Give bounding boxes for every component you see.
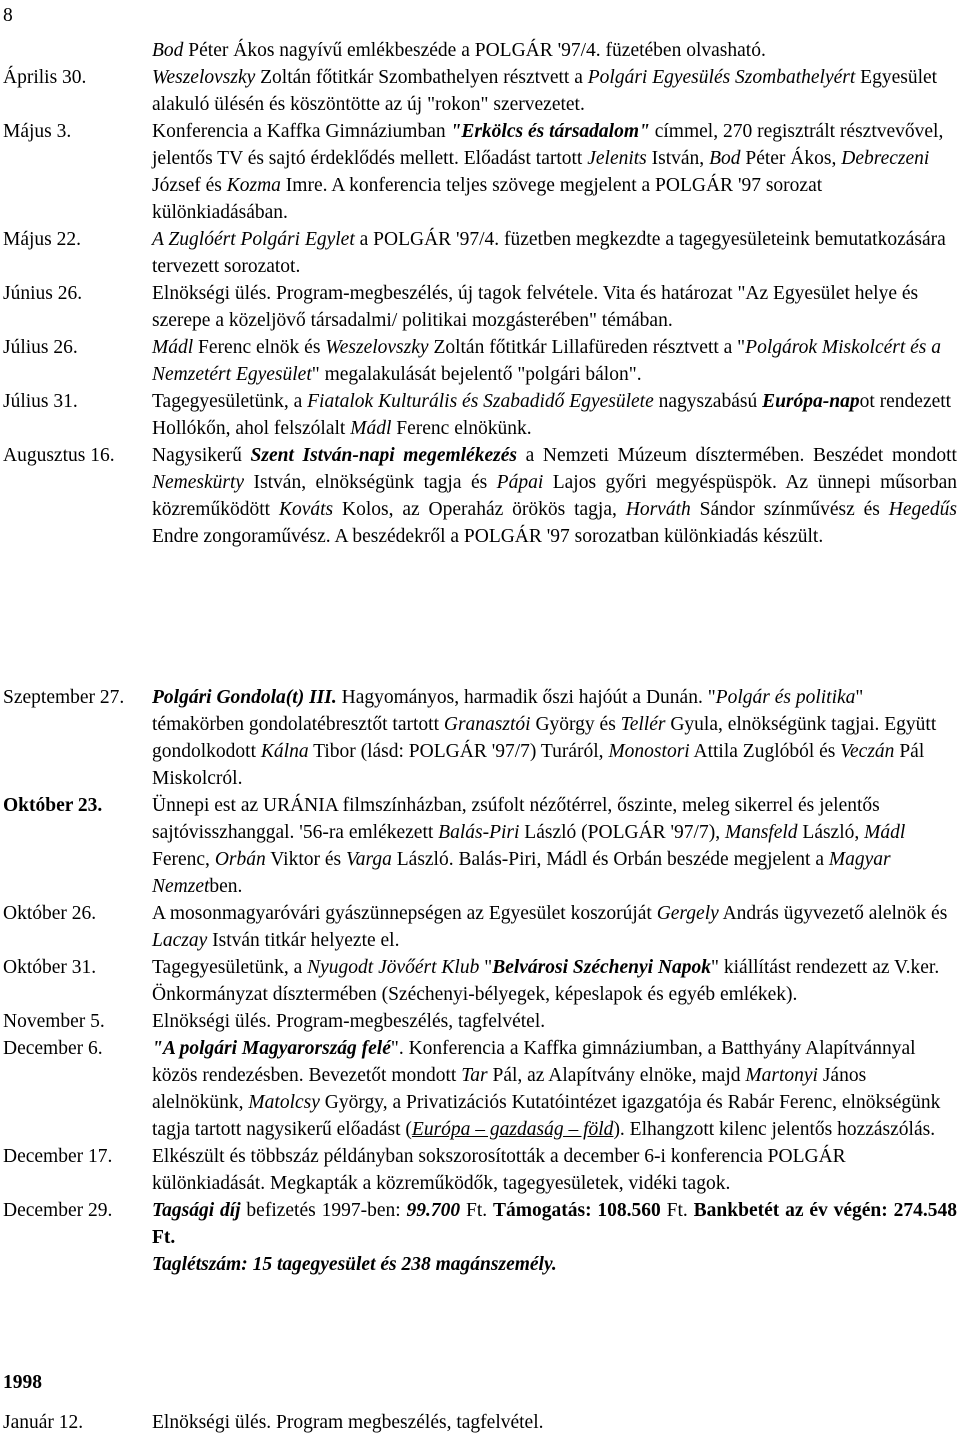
emphasized-text: Martonyi: [745, 1065, 818, 1086]
emphasized-text: Pápai: [496, 472, 544, 493]
emphasized-text: Mádl: [864, 822, 906, 843]
chronology-entry: [0, 1035, 960, 1143]
entry-text: nagyszabású: [653, 391, 763, 412]
emphasized-text: 99.700: [406, 1200, 461, 1221]
entry-description: [152, 1008, 960, 1035]
emphasized-text: Jelenits: [587, 148, 647, 169]
entry-description: [152, 1197, 960, 1278]
entry-text: György és: [530, 714, 621, 735]
entry-text: Endre zongoraművész. A beszédekről a POLGÁR '97 sorozatban különkiadás készült.: [152, 526, 824, 547]
emphasized-text: Hegedűs: [888, 499, 958, 520]
entry-text: László (POLGÁR '97/7),: [519, 822, 725, 843]
emphasized-text: Fiatalok Kulturális és Szabadidő Egyesülete: [307, 391, 654, 412]
entry-description: [152, 442, 960, 550]
entry-text: Ft.: [460, 1200, 493, 1221]
entry-text: Ünnepi est az URÁNIA filmszínházban, zsúfolt nézőtérrel, őszinte, meleg sikerrel és jelentős sajtóvisszhanggal. '56-ra emlékezett: [152, 795, 880, 843]
emphasized-text: Mádl: [152, 337, 194, 358]
entry-description: [152, 1035, 960, 1143]
entry-description: [152, 226, 960, 280]
entry-text: Kolos, az Operaház örökös tagja,: [333, 499, 626, 520]
chronology-entry: [0, 900, 960, 954]
emphasized-text: Granasztói: [443, 714, 531, 735]
entry-text: Hagyományos, harmadik őszi hajóút a Dunán. ": [336, 687, 716, 708]
emphasized-text: Kozma: [226, 175, 281, 196]
emphasized-text: Bod: [709, 148, 741, 169]
entry-text: István, elnökségünk tagja és: [244, 472, 497, 493]
chronology-entry: [0, 64, 960, 118]
entry-text: Elnökségi ülés. Program-megbeszélés, új tagok felvétele. Vita és határozat "Az Egyesület helye és szerepe a közeljövő társadalmi/ politikai mozgásterében" témában.: [152, 283, 919, 331]
entry-description: [152, 388, 960, 442]
emphasized-text: Polgár és politika: [715, 687, 856, 708]
entry-text: Viktor és: [265, 849, 346, 870]
entry-text: Pál Miskolcról.: [152, 741, 925, 789]
emphasized-text: Európa-nap: [762, 391, 860, 412]
emphasized-text: Polgárok Miskolcért és a Nemzetért Egyesület: [152, 337, 942, 385]
emphasized-text: "A polgári Magyarország felé: [152, 1038, 391, 1059]
chronology-entry: [0, 442, 960, 550]
entry-text: József és: [152, 175, 227, 196]
entry-text: Nagysikerű: [152, 445, 251, 466]
chronology-entry: [0, 1197, 960, 1278]
entry-text: Sándor színművész és: [690, 499, 889, 520]
entry-text: ot rendezett Hollókőn, ahol felszólalt: [152, 391, 952, 439]
emphasized-text: Orbán: [214, 849, 266, 870]
emphasized-text: "Erkölcs és társadalom": [450, 121, 650, 142]
chronology-list-1998: [0, 1409, 960, 1436]
entry-text: ). Elhangzott kilenc jelentős hozzászólás.: [613, 1119, 936, 1140]
chronology-entry: [0, 954, 960, 1008]
emphasized-text: Európa – gazdaság – föld: [411, 1119, 614, 1140]
entry-text: ": [479, 957, 493, 978]
entry-description: [152, 900, 960, 954]
chronology-list-1997-autumn: [0, 684, 960, 1278]
entry-text: a Nemzeti Múzeum dísztermében. Beszédet mondott: [516, 445, 957, 466]
emphasized-text: Tellér: [620, 714, 666, 735]
entry-date: Július 31.: [3, 391, 78, 412]
entry-text: Gyula, elnökségünk tagjai. Együtt gondolkodott: [152, 714, 937, 762]
entry-description: [152, 1143, 960, 1197]
entry-text: László. Balás-Piri, Mádl és Orbán beszéde megjelent a: [391, 849, 829, 870]
entry-text: Elnökségi ülés. Program megbeszélés, tagfelvétel.: [152, 1412, 544, 1433]
entry-description: [152, 684, 960, 792]
entry-date: November 5.: [3, 1011, 105, 1032]
emphasized-text: Nyugodt Jövőért Klub: [307, 957, 480, 978]
emphasized-text: Tagsági díj: [152, 1200, 241, 1221]
emphasized-text: Weszelovszky: [325, 337, 429, 358]
emphasized-text: Szent István-napi megemlékezés: [250, 445, 517, 466]
emphasized-text: Bankbetét az év végén: 274.548 Ft.: [152, 1200, 958, 1248]
entry-text: Péter Ákos nagyívű emlékbeszéde a POLGÁR '97/4. füzetében olvasható.: [183, 40, 766, 61]
entry-description: [152, 334, 960, 388]
entry-text: János alelnökünk,: [152, 1065, 867, 1113]
entry-description: [152, 954, 960, 1008]
entry-text: Imre. A konferencia teljes szövege megjelent a POLGÁR '97 sorozat különkiadásában.: [152, 175, 823, 223]
entry-text: Attila Zuglóból és: [689, 741, 841, 762]
entry-description: [152, 1409, 960, 1436]
emphasized-text: Támogatás: 108.560: [492, 1200, 661, 1221]
entry-date: Augusztus 16.: [3, 445, 115, 466]
emphasized-text: Laczay: [152, 930, 208, 951]
emphasized-text: Kálna: [260, 741, 309, 762]
entry-text: Tagegyesületünk, a: [152, 957, 308, 978]
emphasized-text: Tar: [461, 1065, 488, 1086]
entry-date: [0, 37, 152, 64]
entry-date: December 6.: [3, 1038, 103, 1059]
emphasized-text: Polgári Gondola(t) III.: [152, 687, 337, 708]
entry-text: István titkár helyezte el.: [207, 930, 400, 951]
entry-text: Péter Ákos,: [740, 148, 842, 169]
entry-date: Január 12.: [3, 1412, 84, 1433]
emphasized-text: Mádl: [350, 418, 392, 439]
entry-date: December 29.: [3, 1200, 113, 1221]
entry-text: ben.: [209, 876, 243, 897]
chronology-entry: [0, 334, 960, 388]
entry-text: György, a Privatizációs Kutatóintézet igazgatója és Rabár Ferenc, elnökségünk tagja tartott nagysikerű előadást (: [152, 1092, 941, 1140]
entry-text: a POLGÁR '97/4. füzetben megkezdte a tagegyesületeink bemutatkozására tervezett sorozatot.: [152, 229, 946, 277]
emphasized-text: Debreczeni: [841, 148, 930, 169]
emphasized-text: Bod: [152, 40, 184, 61]
chronology-entry: [0, 1409, 960, 1436]
entry-date: Október 23.: [3, 795, 103, 816]
chronology-entry: [0, 388, 960, 442]
emphasized-text: Kováts: [278, 499, 334, 520]
chronology-entry: [0, 792, 960, 900]
entry-description: [152, 118, 960, 226]
entry-text: Ferenc elnökünk.: [391, 418, 532, 439]
entry-text: A mosonmagyaróvári gyászünnepségen az Egyesület koszorúját: [152, 903, 657, 924]
entry-text: ". Konferencia a Kaffka gimnáziumban, a Batthyány Alapítvánnyal közös rendezésben. Bevezetőt mondott: [152, 1038, 916, 1086]
entry-date: December 17.: [3, 1146, 113, 1167]
entry-date: Szeptember 27.: [3, 687, 125, 708]
chronology-list-1997: [0, 37, 960, 550]
emphasized-text: Matolcsy: [248, 1092, 320, 1113]
entry-text: Zoltán főtitkár Szombathelyen résztvett a: [255, 67, 588, 88]
chronology-entry: [0, 226, 960, 280]
entry-text: Pál, az Alapítvány elnöke, majd: [487, 1065, 746, 1086]
entry-text: " kiállítást rendezett az V.ker. Önkormányzat dísztermében (Széchenyi-bélyegek, képeslapok és egyéb emlékek).: [152, 957, 940, 1005]
entry-text: " témakörben gondolatébresztőt tartott: [152, 687, 864, 735]
emphasized-text: Taglétszám: 15 tagegyesület és 238 magánszemély.: [152, 1254, 557, 1275]
entry-text: Tibor (lásd: POLGÁR '97/7) Turáról,: [308, 741, 609, 762]
entry-text: Egyesület alakuló ülésén és köszöntötte az új "rokon" szervezetet.: [152, 67, 938, 115]
emphasized-text: Mansfeld: [724, 822, 798, 843]
emphasized-text: Nemeskürty: [152, 472, 245, 493]
emphasized-text: Balás-Piri: [438, 822, 520, 843]
entry-text: " megalakulását bejelentő "polgári bálon".: [311, 364, 642, 385]
entry-text: Konferencia a Kaffka Gimnáziumban: [152, 121, 451, 142]
chronology-entry: [0, 280, 960, 334]
entry-description: [152, 64, 960, 118]
entry-text: Elkészült és többszáz példányban sokszorosították a december 6-i konferencia POLGÁR különkiadását. Megkapták a közreműködők, tagegyesületek, vidéki tagok.: [152, 1146, 846, 1194]
entry-text: Ft.: [660, 1200, 694, 1221]
chronology-entry: [0, 37, 960, 64]
year-heading: 1998: [3, 1372, 42, 1393]
entry-date: Május 22.: [3, 229, 81, 250]
entry-date: Július 26.: [3, 337, 78, 358]
entry-text: Elnökségi ülés. Program-megbeszélés, tagfelvétel.: [152, 1011, 546, 1032]
page-number: 8: [3, 5, 13, 26]
chronology-entry: [0, 1008, 960, 1035]
chronology-entry: [0, 684, 960, 792]
emphasized-text: A Zuglóért Polgári Egylet: [152, 229, 355, 250]
emphasized-text: Gergely: [656, 903, 719, 924]
entry-text: Lajos győri megyéspüspök. Az ünnepi műsorban közreműködött: [152, 472, 957, 520]
entry-text: István,: [646, 148, 710, 169]
entry-date: Május 3.: [3, 121, 72, 142]
emphasized-text: Horváth: [625, 499, 691, 520]
entry-text: befizetés 1997-ben:: [240, 1200, 407, 1221]
entry-description: [152, 37, 960, 64]
emphasized-text: Weszelovszky: [152, 67, 256, 88]
emphasized-text: Varga: [346, 849, 392, 870]
entry-date: Április 30.: [3, 67, 87, 88]
entry-text: László,: [797, 822, 865, 843]
entry-date: Október 26.: [3, 903, 97, 924]
emphasized-text: Polgári Egyesülés Szombathelyért: [587, 67, 856, 88]
entry-date: Október 31.: [3, 957, 97, 978]
emphasized-text: Veczán: [840, 741, 895, 762]
entry-text: Zoltán főtitkár Lillafüreden résztvett a ": [428, 337, 746, 358]
chronology-entry: [0, 1143, 960, 1197]
entry-text: Ferenc elnök és: [193, 337, 326, 358]
entry-text: Ferenc,: [152, 849, 215, 870]
emphasized-text: Magyar Nemzet: [152, 849, 891, 897]
entry-date: Június 26.: [3, 283, 83, 304]
entry-text: címmel, 270 regisztrált résztvevővel, jelentős TV és sajtó érdeklődés mellett. Előadást tartott: [152, 121, 944, 169]
entry-description: [152, 280, 960, 334]
emphasized-text: Monostori: [608, 741, 690, 762]
emphasized-text: Belvárosi Széchenyi Napok: [492, 957, 712, 978]
chronology-entry: [0, 118, 960, 226]
entry-description: [152, 792, 960, 900]
entry-text: Tagegyesületünk, a: [152, 391, 308, 412]
entry-text: András ügyvezető alelnök és: [718, 903, 948, 924]
